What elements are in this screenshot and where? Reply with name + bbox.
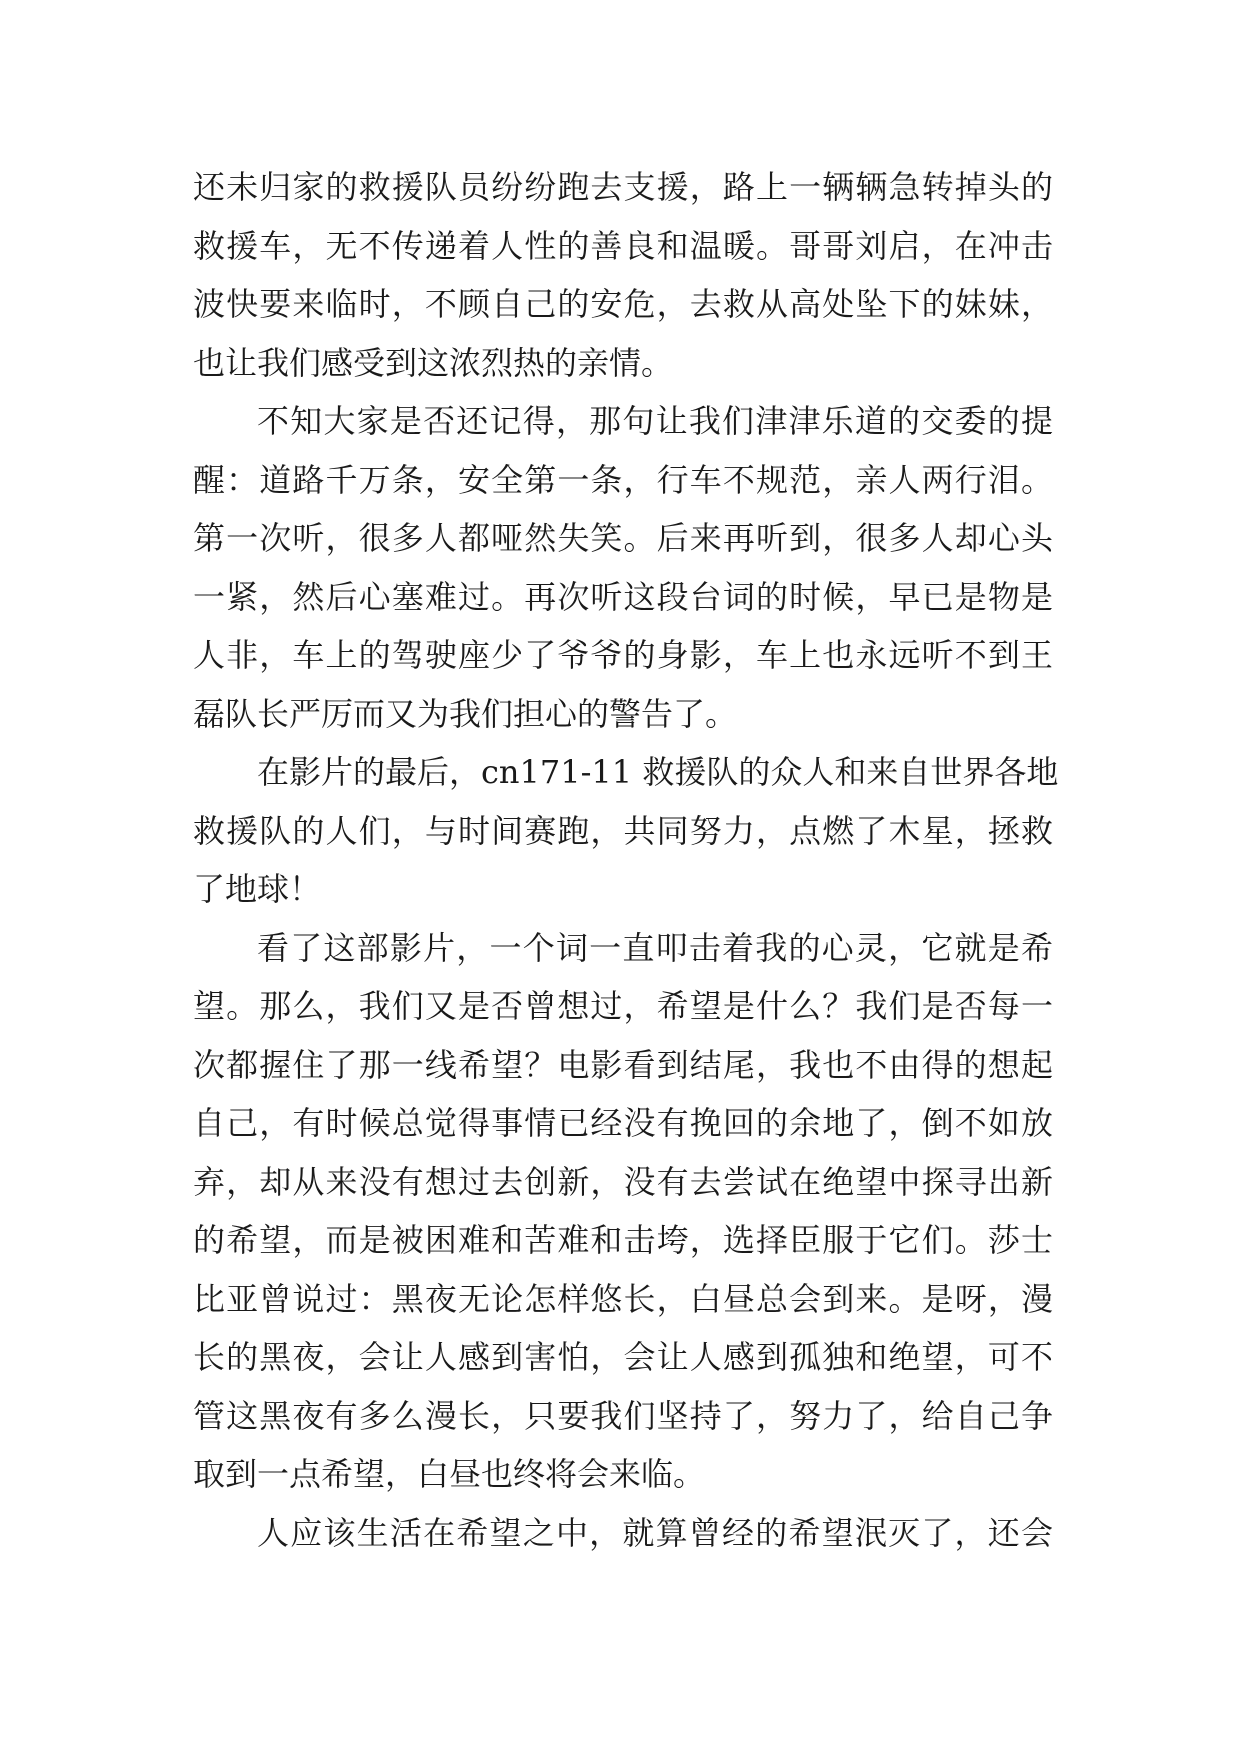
text-line: 取到一点希望，白昼也终将会来临。 (193, 1455, 706, 1493)
text-line: 也让我们感受到这浓烈热的亲情。 (193, 343, 674, 382)
text-line: 自己，有时候总觉得事情已经没有挽回的余地了，倒不如放 (193, 1104, 1053, 1142)
text-line: 在影片的最后，cn171-11 救援队的众人和来自世界各地 (257, 753, 1059, 791)
text-line: 次都握住了那一线希望？电影看到结尾，我也不由得的想起 (193, 1045, 1053, 1084)
text-line: 比亚曾说过：黑夜无论怎样悠长，白昼总会到来。是呀，漫 (193, 1279, 1053, 1318)
text-line: 人非，车上的驾驶座少了爷爷的身影，车上也永远听不到王 (193, 636, 1053, 674)
paragraph (193, 743, 1059, 919)
text-line: 了地球！ (193, 870, 322, 908)
text-line: 一紧，然后心塞难过。再次听这段台词的时候，早已是物是 (193, 577, 1053, 616)
paragraph (193, 1504, 1053, 1563)
text-line: 波快要来临时，不顾自己的安危，去救从高处坠下的妹妹， (193, 285, 1053, 323)
text-line: 不知大家是否还记得，那句让我们津津乐道的交委的提 (257, 402, 1053, 440)
text-line: 管这黑夜有多么漫长，只要我们坚持了，努力了，给自己争 (193, 1396, 1053, 1435)
text-line: 看了这部影片，一个词一直叩击着我的心灵，它就是希 (257, 928, 1053, 967)
text-line: 救援队的人们，与时间赛跑，共同努力，点燃了木星，拯救 (193, 811, 1053, 850)
paragraph (193, 158, 1053, 392)
text-line: 长的黑夜，会让人感到害怕，会让人感到孤独和绝望，可不 (193, 1338, 1053, 1376)
text-line: 磊队长严厉而又为我们担心的警告了。 (193, 694, 738, 733)
paragraph (193, 919, 1053, 1504)
text-line: 第一次听，很多人都哑然失笑。后来再听到，很多人却心头 (193, 519, 1053, 557)
text-line: 弃，却从来没有想过去创新，没有去尝试在绝望中探寻出新 (193, 1162, 1053, 1201)
text-line: 还未归家的救援队员纷纷跑去支援，路上一辆辆急转掉头的 (193, 168, 1053, 206)
paragraph (193, 392, 1053, 743)
text-line: 人应该生活在希望之中，就算曾经的希望泯灭了，还会 (257, 1513, 1053, 1552)
text-line: 救援车，无不传递着人性的善良和温暖。哥哥刘启，在冲击 (193, 226, 1053, 265)
text-line: 醒：道路千万条，安全第一条，行车不规范，亲人两行泪。 (193, 460, 1053, 499)
text-line: 望。那么，我们又是否曾想过，希望是什么？我们是否每一 (193, 987, 1053, 1025)
text-line: 的希望，而是被困难和苦难和击垮，选择臣服于它们。莎士 (193, 1221, 1053, 1259)
body-text (193, 158, 1059, 1562)
